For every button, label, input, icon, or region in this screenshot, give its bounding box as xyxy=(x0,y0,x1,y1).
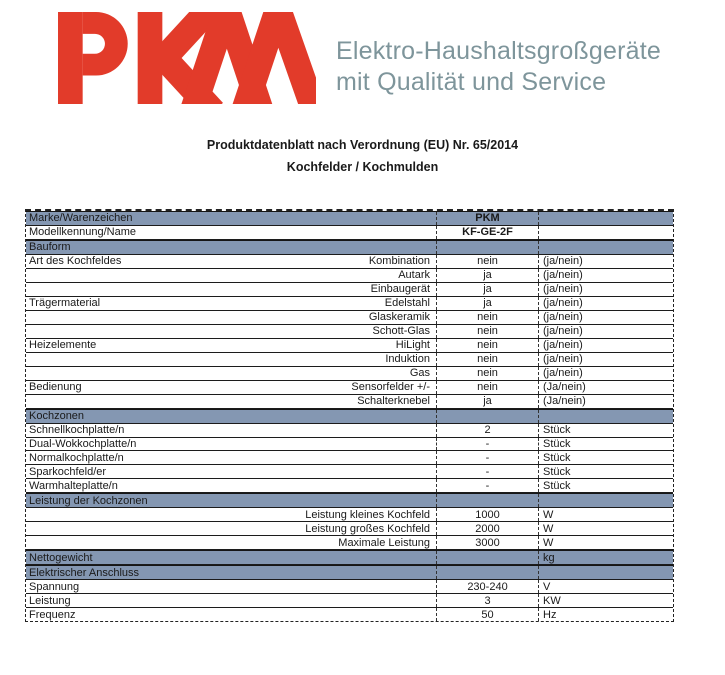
unit-cell: Stück xyxy=(538,451,673,464)
row-label: Modellkennung/Name xyxy=(29,226,137,239)
label-cell xyxy=(26,339,436,352)
label-cell xyxy=(26,465,436,478)
value-cell: 3000 xyxy=(436,536,538,549)
unit-cell: W xyxy=(538,508,673,521)
label-cell xyxy=(26,226,436,239)
label-cell xyxy=(26,479,436,492)
unit-cell xyxy=(538,212,673,225)
unit-cell: (ja/nein) xyxy=(538,297,673,310)
unit-cell: W xyxy=(538,536,673,549)
table-row xyxy=(26,255,673,269)
unit-cell: Hz xyxy=(538,608,673,621)
table-row xyxy=(26,297,673,311)
label-cell xyxy=(26,283,436,296)
document-title xyxy=(0,134,725,178)
label-cell xyxy=(26,566,436,579)
table-row xyxy=(26,339,673,353)
label-cell xyxy=(26,494,436,507)
value-cell: nein xyxy=(436,353,538,366)
label-cell xyxy=(26,367,436,380)
table-row xyxy=(26,451,673,465)
unit-cell: (ja/nein) xyxy=(538,311,673,324)
value-cell: - xyxy=(436,451,538,464)
label-cell xyxy=(26,438,436,451)
label-cell xyxy=(26,536,436,549)
table-row xyxy=(26,580,673,594)
label-cell xyxy=(26,241,436,254)
label-cell xyxy=(26,269,436,282)
unit-cell: Stück xyxy=(538,465,673,478)
row-label: Leistung der Kochzonen xyxy=(29,494,148,507)
table-row xyxy=(26,367,673,381)
value-cell: 230-240 xyxy=(436,580,538,593)
row-sublabel: Schalterknebel xyxy=(357,395,430,408)
table-row xyxy=(26,536,673,550)
label-cell xyxy=(26,311,436,324)
section-row xyxy=(26,565,673,580)
label-cell xyxy=(26,508,436,521)
row-label: Heizelemente xyxy=(29,339,97,352)
unit-cell: Stück xyxy=(538,424,673,437)
label-cell xyxy=(26,594,436,607)
product-table xyxy=(25,209,674,622)
label-cell xyxy=(26,255,436,268)
row-sublabel: Einbaugerät xyxy=(370,283,430,296)
label-cell xyxy=(26,395,436,408)
unit-cell: V xyxy=(538,580,673,593)
value-cell: nein xyxy=(436,381,538,394)
value-cell: nein xyxy=(436,255,538,268)
value-cell xyxy=(436,410,538,423)
row-label: Leistung xyxy=(29,594,71,607)
value-cell: 50 xyxy=(436,608,538,621)
tagline-line2: mit Qualität und Service xyxy=(336,68,607,96)
value-cell: 3 xyxy=(436,594,538,607)
value-cell: nein xyxy=(436,339,538,352)
row-label: Schnellkochplatte/n xyxy=(29,424,125,437)
unit-cell: Stück xyxy=(538,479,673,492)
table-row xyxy=(26,424,673,438)
value-cell: nein xyxy=(436,367,538,380)
label-cell xyxy=(26,381,436,394)
section-row xyxy=(26,493,673,508)
row-label: Warmhalteplatte/n xyxy=(29,479,118,492)
row-sublabel: Maximale Leistung xyxy=(338,536,430,549)
unit-cell: (ja/nein) xyxy=(538,339,673,352)
row-sublabel: Sensorfelder +/- xyxy=(351,381,430,394)
label-cell xyxy=(26,410,436,423)
row-label: Art des Kochfeldes xyxy=(29,255,122,268)
value-cell: nein xyxy=(436,311,538,324)
value-cell xyxy=(436,241,538,254)
table-row xyxy=(26,283,673,297)
pkm-logo xyxy=(58,12,316,104)
unit-cell: kg xyxy=(538,551,673,564)
table-row xyxy=(26,438,673,452)
row-label: Spannung xyxy=(29,580,80,593)
title-line1: Produktdatenblatt nach Verordnung (EU) Nr. 65/2014 xyxy=(206,138,519,152)
row-label: Frequenz xyxy=(29,608,76,621)
value-cell: ja xyxy=(436,297,538,310)
label-cell xyxy=(26,325,436,338)
table-row xyxy=(26,522,673,536)
value-cell: PKM xyxy=(436,212,538,225)
unit-cell: (ja/nein) xyxy=(538,367,673,380)
table-row xyxy=(26,381,673,395)
tagline xyxy=(336,36,661,98)
row-sublabel: Gas xyxy=(409,367,430,380)
tagline-line1: Elektro-Haushaltsgroßgeräte xyxy=(336,37,661,65)
section-row xyxy=(26,240,673,255)
value-cell: - xyxy=(436,479,538,492)
section-row xyxy=(26,409,673,424)
row-sublabel: Induktion xyxy=(385,353,430,366)
label-cell xyxy=(26,522,436,535)
value-cell: - xyxy=(436,465,538,478)
value-cell xyxy=(436,551,538,564)
unit-cell: (ja/nein) xyxy=(538,353,673,366)
table-row xyxy=(26,608,673,621)
value-cell: 1000 xyxy=(436,508,538,521)
row-label: Nettogewicht xyxy=(29,551,93,564)
table-row xyxy=(26,269,673,283)
row-sublabel: Autark xyxy=(398,269,430,282)
row-sublabel: Kombination xyxy=(368,255,430,268)
value-cell: ja xyxy=(436,269,538,282)
row-label: Kochzonen xyxy=(29,410,85,423)
table-row xyxy=(26,594,673,608)
value-cell: nein xyxy=(436,325,538,338)
value-cell: ja xyxy=(436,395,538,408)
value-cell: 2000 xyxy=(436,522,538,535)
table-row xyxy=(26,465,673,479)
row-label: Sparkochfeld/er xyxy=(29,465,107,478)
unit-cell xyxy=(538,410,673,423)
row-label: Normalkochplatte/n xyxy=(29,451,124,464)
label-cell xyxy=(26,297,436,310)
row-sublabel: HiLight xyxy=(395,339,430,352)
row-label: Trägermaterial xyxy=(29,297,101,310)
label-cell xyxy=(26,353,436,366)
value-cell: 2 xyxy=(436,424,538,437)
label-cell xyxy=(26,608,436,621)
label-cell xyxy=(26,212,436,225)
table-row xyxy=(26,311,673,325)
unit-cell xyxy=(538,566,673,579)
label-cell xyxy=(26,580,436,593)
label-cell xyxy=(26,551,436,564)
table-row xyxy=(26,479,673,493)
label-cell xyxy=(26,451,436,464)
row-label: Dual-Wokkochplatte/n xyxy=(29,437,137,450)
unit-cell: KW xyxy=(538,594,673,607)
unit-cell xyxy=(538,226,673,239)
unit-cell: (Ja/nein) xyxy=(538,381,673,394)
title-line2: Kochfelder / Kochmulden xyxy=(286,160,439,174)
row-sublabel: Schott-Glas xyxy=(372,325,430,338)
label-cell xyxy=(26,424,436,437)
value-cell: - xyxy=(436,438,538,451)
row-sublabel: Glaskeramik xyxy=(368,311,430,324)
row-label: Bedienung xyxy=(29,381,82,394)
value-cell: ja xyxy=(436,283,538,296)
table-row xyxy=(26,226,673,240)
row-label: Bauform xyxy=(29,241,71,254)
unit-cell: W xyxy=(538,522,673,535)
table-row xyxy=(26,325,673,339)
row-label: Elektrischer Anschluss xyxy=(29,566,140,579)
unit-cell: (ja/nein) xyxy=(538,325,673,338)
unit-cell: (ja/nein) xyxy=(538,255,673,268)
unit-cell xyxy=(538,241,673,254)
value-cell xyxy=(436,566,538,579)
unit-cell xyxy=(538,494,673,507)
unit-cell: (Ja/nein) xyxy=(538,395,673,408)
section-row xyxy=(26,550,673,565)
table-row xyxy=(26,353,673,367)
table-row xyxy=(26,395,673,409)
value-cell: KF-GE-2F xyxy=(436,226,538,239)
row-sublabel: Edelstahl xyxy=(384,297,430,310)
row-sublabel: Leistung großes Kochfeld xyxy=(305,522,430,535)
value-cell xyxy=(436,494,538,507)
unit-cell: Stück xyxy=(538,438,673,451)
table-row xyxy=(26,508,673,522)
unit-cell: (ja/nein) xyxy=(538,283,673,296)
row-sublabel: Leistung kleines Kochfeld xyxy=(305,508,430,521)
pkm-logo-icon xyxy=(58,12,316,104)
section-row xyxy=(26,211,673,226)
unit-cell: (ja/nein) xyxy=(538,269,673,282)
row-label: Marke/Warenzeichen xyxy=(29,212,133,225)
